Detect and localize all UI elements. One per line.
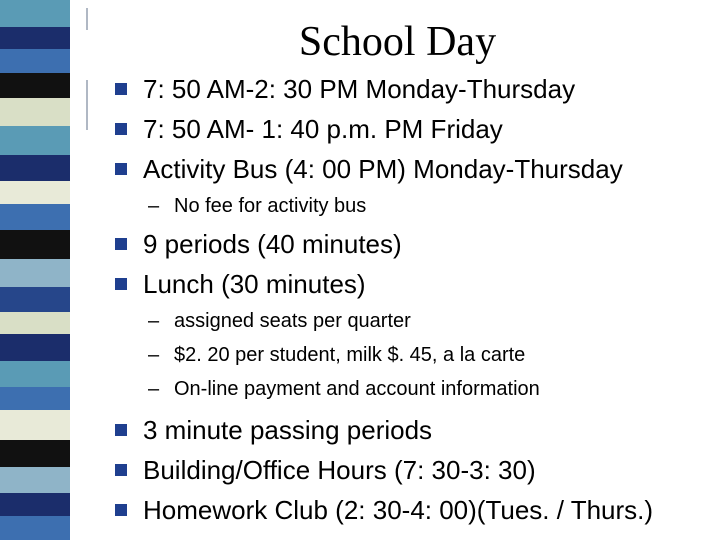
dash-bullet: – (148, 195, 160, 217)
square-bullet-icon (115, 504, 127, 516)
stripe-block (0, 410, 70, 439)
sub-bullet-text: $2. 20 per student, milk $. 45, a la carte (174, 344, 526, 366)
bullet-text: Activity Bus (4: 00 PM) Monday-Thursday (143, 154, 623, 184)
square-bullet-icon (115, 163, 127, 175)
square-bullet-icon (115, 424, 127, 436)
dash-bullet: – (148, 310, 160, 332)
slide-title: School Day (298, 19, 497, 65)
dash-bullet: – (148, 344, 160, 366)
stripe-block (0, 334, 70, 361)
sub-bullet-text: assigned seats per quarter (174, 310, 411, 332)
stripe-block (0, 440, 70, 467)
stripe-block (0, 312, 70, 334)
square-bullet-icon (115, 83, 127, 95)
stripe-block (0, 155, 70, 181)
dash-bullet: – (148, 378, 160, 400)
bullet-text: 3 minute passing periods (143, 415, 433, 445)
square-bullet-icon (115, 464, 127, 476)
square-bullet-icon (115, 123, 127, 135)
bullet-text: 7: 50 AM- 1: 40 p.m. PM Friday (143, 114, 503, 144)
stripe-block (0, 204, 70, 230)
stripe-block (0, 98, 70, 125)
sub-bullet-text: On-line payment and account information (174, 378, 540, 400)
bullet-text: 9 periods (40 minutes) (143, 229, 402, 259)
square-bullet-icon (115, 238, 127, 250)
stripe-block (0, 516, 70, 540)
bullet-text: Building/Office Hours (7: 30-3: 30) (143, 455, 536, 485)
stripe-block (0, 387, 70, 411)
decorative-stripe-bar (0, 0, 70, 540)
stripe-block (0, 259, 70, 286)
bullet-text: Homework Club (2: 30-4: 00)(Tues. / Thurs.) (143, 495, 654, 525)
square-bullet-icon (115, 278, 127, 290)
stripe-block (0, 361, 70, 387)
stripe-block (0, 73, 70, 99)
stripe-block (0, 493, 70, 517)
bullet-text: Lunch (30 minutes) (143, 269, 366, 299)
accent-line (86, 80, 88, 130)
stripe-block (0, 287, 70, 313)
sub-bullet-text: No fee for activity bus (174, 195, 367, 217)
stripe-block (0, 467, 70, 493)
stripe-block (0, 126, 70, 155)
bullet-text: 7: 50 AM-2: 30 PM Monday-Thursday (143, 74, 576, 104)
stripe-block (0, 230, 70, 259)
stripe-block (0, 181, 70, 205)
